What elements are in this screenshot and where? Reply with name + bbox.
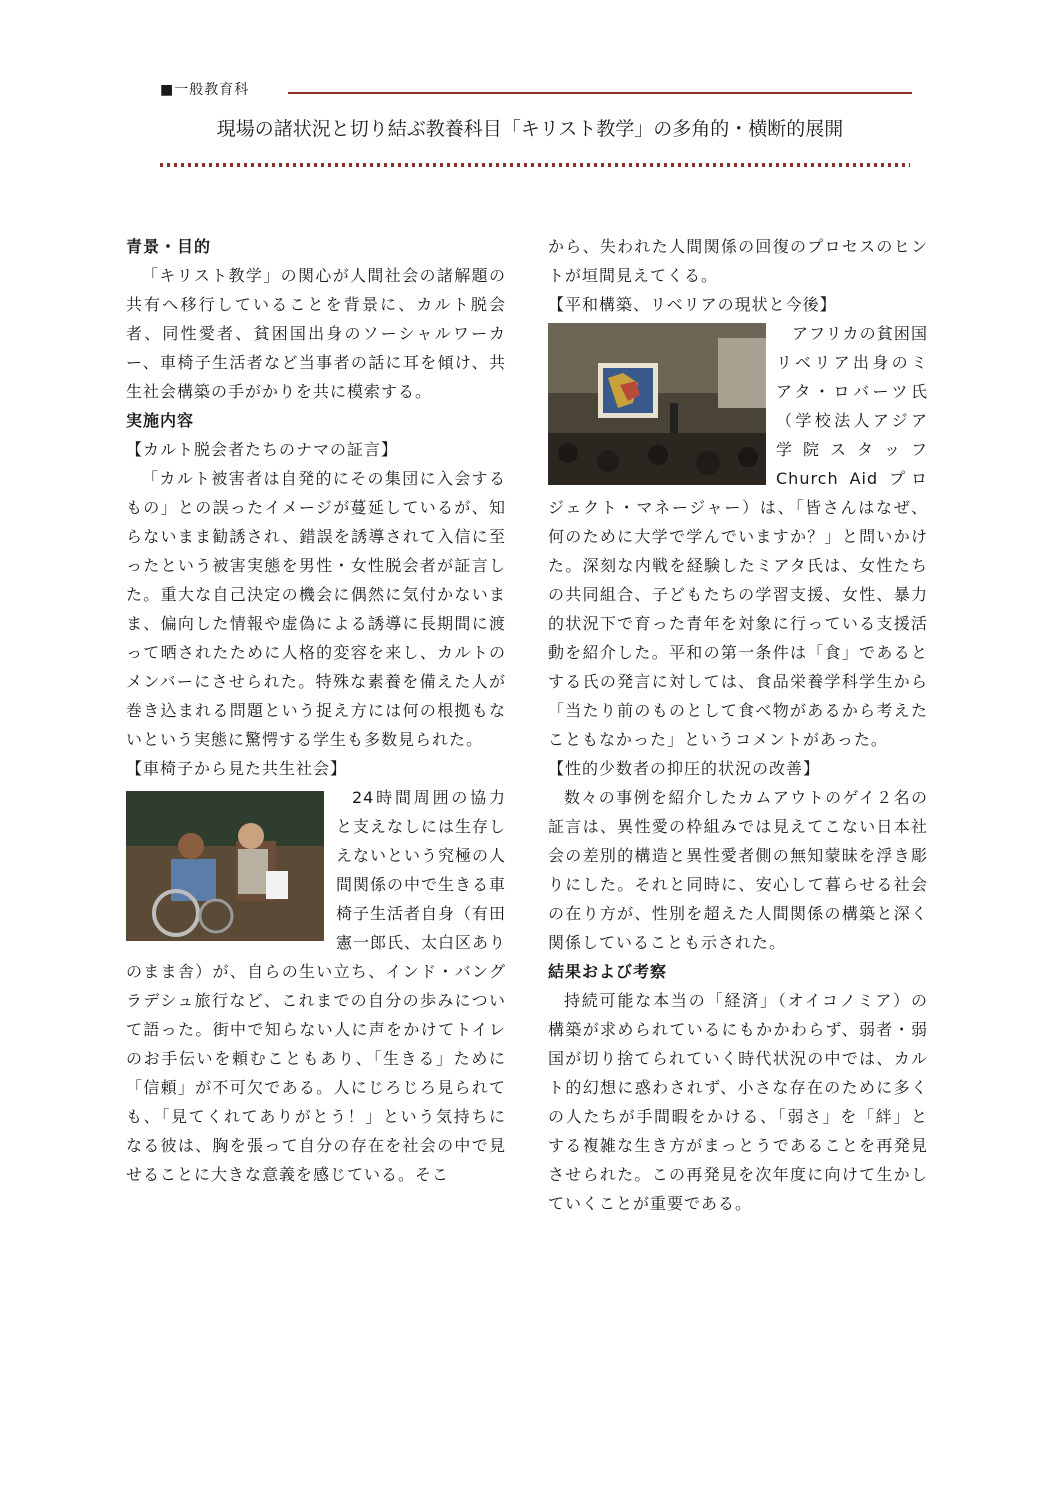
minority-text: 数々の事例を紹介したカムアウトのゲイ２名の証言は、異性愛の枠組みでは見えてこない日本社会の差別的構造と異性愛者側の無知蒙昧を浮き彫りにした。それと同時に、安心して暮らせる社会の在り方が、性別を超えた人間関係の構築と深く関係していることも示された。 [548,788,928,952]
peace-text: アフリカの貧困国リベリア出身のミアタ・ロバーツ氏（学校法人アジア学院スタッフ Church Aid プロジェクト・マネージャー）は、「皆さんはなぜ、何のために大学で学んでいますか？」と問いかけた。深刻な内戦を経験したミアタ氏は、女性たちの共同組合、子どもたちの学習支援、女性、暴力的状況下で育った青年を対象に行っている支援活動を紹介した。平和の第一条件は「食」であるとする氏の発言に対しては、食品栄養学科学生から「当たり前のものとして食べ物があるから考えたこともなかった」というコメントがあった。 [548,324,928,749]
continuation-text: から、失われた人間関係の回復のプロセスのヒントが垣間見えてくる。 [548,237,928,285]
results-heading: 結果および考察 [548,962,668,981]
dotted-divider [160,163,910,167]
content-heading: 実施内容 [126,411,195,430]
minority-subheading: 【性的少数者の抑圧的状況の改善】 [548,759,821,778]
left-column [126,232,506,1189]
background-text: 「キリスト教学」の関心が人間社会の諸解題の共有へ移行していることを背景に、カルト脱会者、同性愛者、貧困国出身のソーシャルワーカー、車椅子生活者など当事者の話に耳を傾け、共生社会構築の手がかりを共に模索する。 [126,266,506,401]
results-text: 持続可能な本当の「経済」（オイコノミア）の構築が求められているにもかかわらず、弱者・弱国が切り捨てられていく時代状況の中では、カルト的幻想に惑わされず、小さな存在のために多くの人たちが手間暇をかける、「弱さ」を「絆」とする複雑な生き方がまっとうであることを再発見させられた。この再発見を次年度に向けて生かしていくことが重要である。 [548,991,928,1213]
header-rule [288,92,912,94]
page-title: 現場の諸状況と切り結ぶ教養科目「キリスト教学」の多角的・横断的展開 [216,118,844,140]
right-column [548,232,928,1218]
lecture-hall-photo [548,323,766,485]
peace-subheading: 【平和構築、リベリアの現状と今後】 [548,295,837,314]
background-heading: 青景・目的 [126,237,212,256]
cult-subheading: 【カルト脱会者たちのナマの証言】 [126,440,399,459]
cult-text: 「カルト被害者は自発的にその集団に入会するもの」との誤ったイメージが蔓延しているが、知らないまま勧誘され、錯誤を誘導されて入信に至ったという被害実態を男性・女性脱会者が証言した。重大な自己決定の機会に偶然に気付かないまま、偏向した情報や虚偽による誘導に長期間に渡って晒されたために人格的変容を来し、カルトのメンバーにさせられた。特殊な素養を備えた人が巻き込まれる問題という捉え方には何の根拠もないという実態に驚愕する学生も多数見られた。 [126,469,506,749]
wheelchair-speaker-photo [126,791,324,941]
wheelchair-text: 24時間周囲の協力と支えなしには生存しえないという究極の人間関係の中で生きる車椅子生活者自身（有田憲一郎氏、太白区ありのまま舎）が、自らの生い立ち、インド・バングラデシュ旅行など、これまでの自分の歩みについて語った。街中で知らない人に声をかけてトイレのお手伝いを頼むこともあり、「生きる」ために「信頼」が不可欠である。人にじろじろ見られても、「見てくれてありがとう！」という気持ちになる彼は、胸を張って自分の存在を社会の中で見せることに大きな意義を感じている。そこ [126,788,507,1184]
peace-section [548,319,928,754]
wheelchair-subheading: 【車椅子から見た共生社会】 [126,759,348,778]
wheelchair-section [126,783,506,1189]
department-label: ■一般教育科 [160,82,250,98]
